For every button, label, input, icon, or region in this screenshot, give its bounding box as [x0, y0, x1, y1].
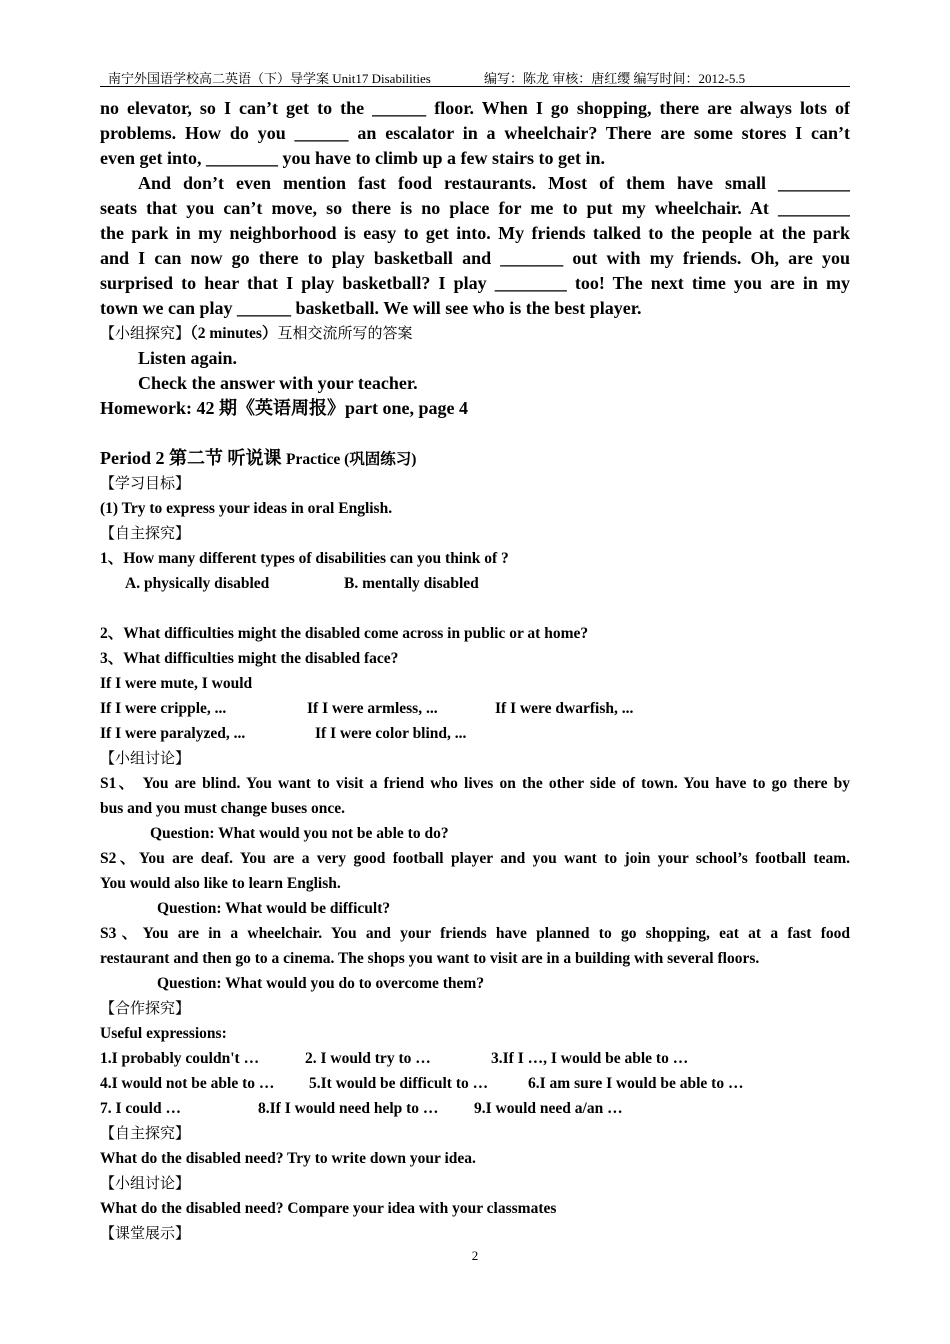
expression: 9.I would need a/an … [474, 1100, 623, 1117]
passage-line: problems. How do you ______ an escalator in a wheelchair? There are some stores I can’t [100, 123, 850, 143]
passage-line: And don’t even mention fast food restaurants. Most of them have small ________ [138, 173, 850, 193]
document-body [100, 96, 850, 1246]
section-label: 【合作探究】 [100, 999, 191, 1017]
expression: 6.I am sure I would be able to … [528, 1075, 744, 1092]
situation-text: S3、You are in a wheelchair. You and your friends have planned to go shopping, eat at a fast food [100, 925, 850, 942]
situation-text: bus and you must change buses once. [100, 800, 346, 817]
expressions-row [100, 1096, 850, 1121]
if-prompts-row [100, 696, 850, 721]
expression: 4.I would not be able to … [100, 1075, 275, 1092]
if-prompt: If I were color blind, ... [315, 725, 467, 742]
period-title-tail: Practice (巩固练习) [286, 451, 417, 468]
section-label: 【小组探究】 [100, 324, 191, 342]
situation-text: You would also like to learn English. [100, 875, 341, 892]
situation-question: Question: What would you not be able to do? [150, 825, 449, 842]
question: 1、How many different types of disabilities can you think of ? [100, 550, 509, 567]
step-text: Listen again. [138, 348, 238, 368]
passage [100, 96, 850, 321]
expression: 7. I could … [100, 1100, 181, 1117]
passage-line: and I can now go there to play basketball and _______ out with my friends. Oh, are you [100, 248, 850, 268]
group-explore-heading [100, 321, 850, 346]
page-number: 2 [471, 1248, 479, 1263]
expression: 8.If I would need help to … [258, 1100, 439, 1117]
header-course-title: 南宁外国语学校高二英语（下）导学案 Unit17 Disabilities [108, 71, 431, 86]
expression: 2. I would try to … [305, 1050, 431, 1067]
option-b: B. mentally disabled [344, 575, 479, 592]
section-label: 【课堂展示】 [100, 1224, 191, 1242]
section-label: 【小组讨论】 [100, 1174, 191, 1192]
if-prompt: If I were mute, I would [100, 675, 253, 692]
if-prompt: If I were armless, ... [307, 700, 438, 717]
if-prompt: If I were dwarfish, ... [495, 700, 634, 717]
if-prompt: If I were paralyzed, ... [100, 725, 246, 742]
expression: 5.It would be difficult to … [309, 1075, 489, 1092]
step-text: Check the answer with your teacher. [138, 373, 418, 393]
passage-line: seats that you can’t move, so there is no place for me to put my wheelchair. At ________ [100, 198, 850, 218]
if-prompt: If I were cripple, ... [100, 700, 227, 717]
task-text: What do the disabled need? Try to write down your idea. [100, 1150, 476, 1167]
situation-question: Question: What would be difficult? [157, 900, 391, 917]
period-title-cn: 第二节 听说课 [169, 448, 286, 468]
homework: Homework: 42 期《英语周报》part one, page 4 [100, 398, 468, 418]
task-text: 互相交流所写的答案 [277, 324, 413, 342]
section-label: 【小组讨论】 [100, 749, 191, 767]
expressions-row [100, 1071, 850, 1096]
passage-line: town we can play ______ basketball. We will see who is the best player. [100, 298, 642, 318]
expression: 3.If I …, I would be able to … [491, 1050, 689, 1067]
situation-text: S1、 You are blind. You want to visit a friend who lives on the other side of town. You have to go there by [100, 775, 850, 792]
passage-line: no elevator, so I can’t get to the ______ floor. When I go shopping, there are always lots of [100, 98, 850, 118]
page-header [100, 66, 850, 87]
section-label: 【自主探究】 [100, 524, 191, 542]
header-author-info: 编写：陈龙 审核：唐红缨 编写时间：2012-5.5 [484, 71, 746, 86]
option-a: A. physically disabled [125, 575, 270, 592]
period-title-en: Period 2 [100, 448, 169, 468]
section-label: 【自主探究】 [100, 1124, 191, 1142]
if-prompts-row [100, 721, 850, 746]
situation-text: S2、You are deaf. You are a very good football player and you want to join your school’s football team. [100, 850, 850, 867]
period-title [100, 446, 850, 471]
situation-text: restaurant and then go to a cinema. The shops you want to visit are in a building with several floors. [100, 950, 760, 967]
useful-expressions-label: Useful expressions: [100, 1025, 227, 1042]
passage-line: even get into, ________ you have to climb up a few stairs to get in. [100, 148, 605, 168]
time-limit: （2 minutes） [190, 325, 278, 342]
situation-question: Question: What would you do to overcome them? [157, 975, 485, 992]
task-text: What do the disabled need? Compare your idea with your classmates [100, 1200, 557, 1217]
section-label: 【学习目标】 [100, 474, 191, 492]
expressions-row [100, 1046, 850, 1071]
expression: 1.I probably couldn't … [100, 1050, 260, 1067]
passage-line: the park in my neighborhood is easy to get into. My friends talked to the people at the park [100, 223, 850, 243]
answer-options [100, 571, 850, 596]
passage-line: surprised to hear that I play basketball? I play ________ too! The next time you are in my [100, 273, 850, 293]
question: 3、What difficulties might the disabled face? [100, 650, 399, 667]
question: 2、What difficulties might the disabled come across in public or at home? [100, 625, 589, 642]
goal-text: (1) Try to express your ideas in oral English. [100, 500, 393, 517]
